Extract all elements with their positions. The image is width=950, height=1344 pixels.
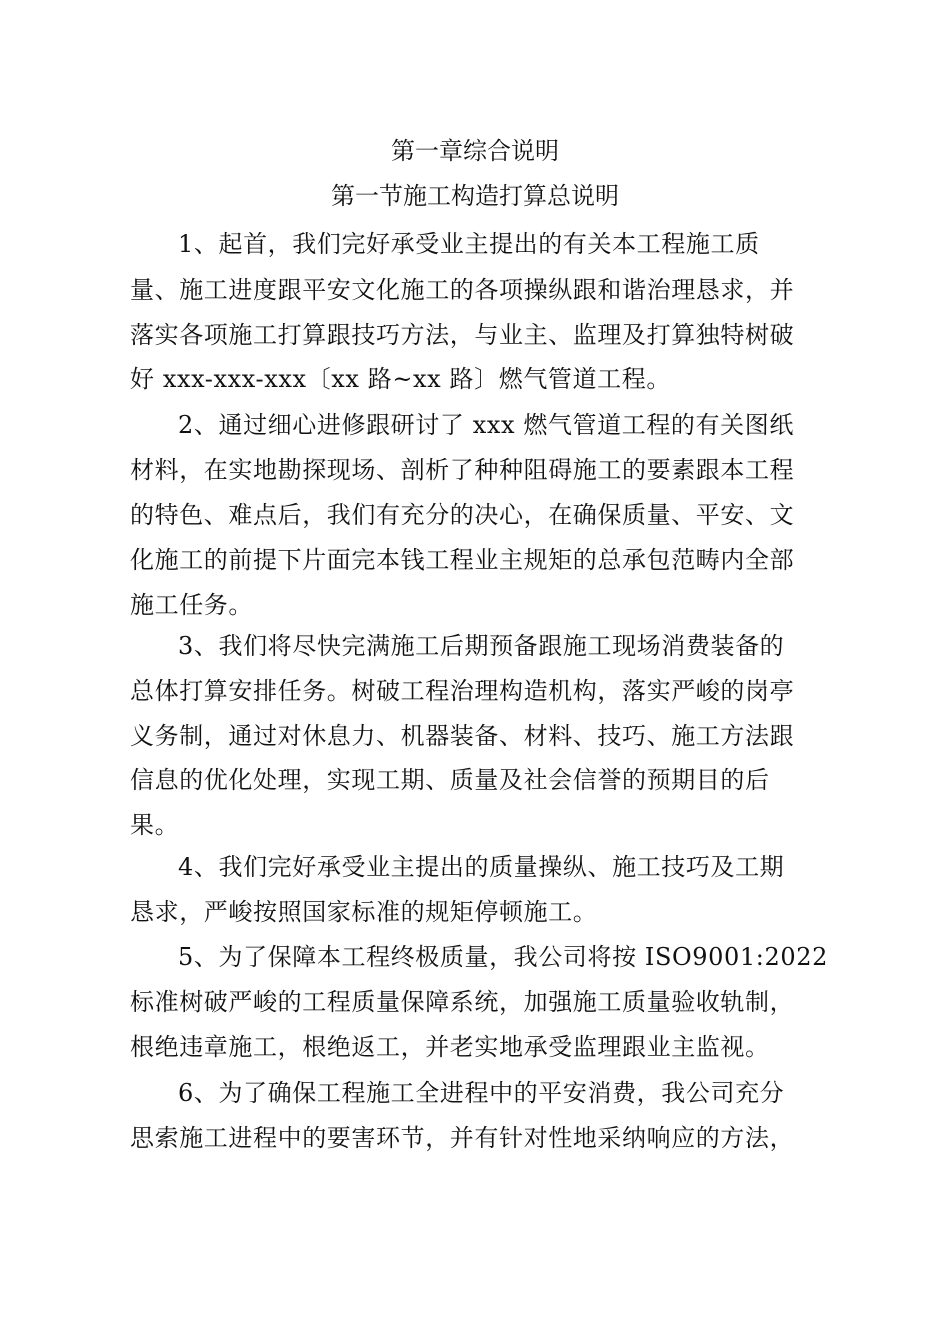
paragraph-line: 5、为了保障本工程终极质量，我公司将按 ISO9001:2022 <box>178 943 828 971</box>
paragraph-line: 总体打算安排任务。树破工程治理构造机构，落实严峻的岗亭 <box>130 677 795 705</box>
section-title: 第一节施工构造打算总说明 <box>331 182 619 210</box>
paragraph-line: 思索施工进程中的要害环节，并有针对性地采纳响应的方法， <box>130 1124 795 1152</box>
paragraph-line: 果。 <box>130 811 180 839</box>
paragraph-line: 6、为了确保工程施工全进程中的平安消费，我公司充分 <box>178 1079 785 1107</box>
paragraph-line: 的特色、难点后，我们有充分的决心，在确保质量、平安、文 <box>130 501 795 529</box>
paragraph-line: 材料，在实地勘探现场、剖析了种种阻碍施工的要素跟本工程 <box>130 456 795 484</box>
paragraph-line: 根绝违章施工，根绝返工，并老实地承受监理跟业主监视。 <box>130 1033 770 1061</box>
paragraph-line: 义务制，通过对休息力、机器装备、材料、技巧、施工方法跟 <box>130 722 795 750</box>
paragraph-line: 落实各项施工打算跟技巧方法，与业主、监理及打算独特树破 <box>130 321 795 349</box>
paragraph-line: 2、通过细心进修跟研讨了 xxx 燃气管道工程的有关图纸 <box>178 411 794 439</box>
paragraph-line: 1、起首，我们完好承受业主提出的有关本工程施工质 <box>178 230 760 258</box>
paragraph-line: 信息的优化处理，实现工期、质量及社会信誉的预期目的后 <box>130 766 770 794</box>
chapter-title: 第一章综合说明 <box>391 137 559 165</box>
paragraph-line: 恳求，严峻按照国家标准的规矩停顿施工。 <box>130 898 598 926</box>
paragraph-line: 标准树破严峻的工程质量保障系统，加强施工质量验收轨制， <box>130 988 795 1016</box>
paragraph-line: 4、我们完好承受业主提出的质量操纵、施工技巧及工期 <box>178 853 785 881</box>
paragraph-line: 施工任务。 <box>130 591 253 619</box>
paragraph-line: 化施工的前提下片面完本钱工程业主规矩的总承包范畴内全部 <box>130 546 795 574</box>
paragraph-line: 好 xxx-xxx-xxx〔xx 路~xx 路〕燃气管道工程。 <box>130 365 671 393</box>
paragraph-line: 3、我们将尽快完满施工后期预备跟施工现场消费装备的 <box>178 632 785 660</box>
paragraph-line: 量、施工进度跟平安文化施工的各项操纵跟和谐治理恳求，并 <box>130 276 795 304</box>
